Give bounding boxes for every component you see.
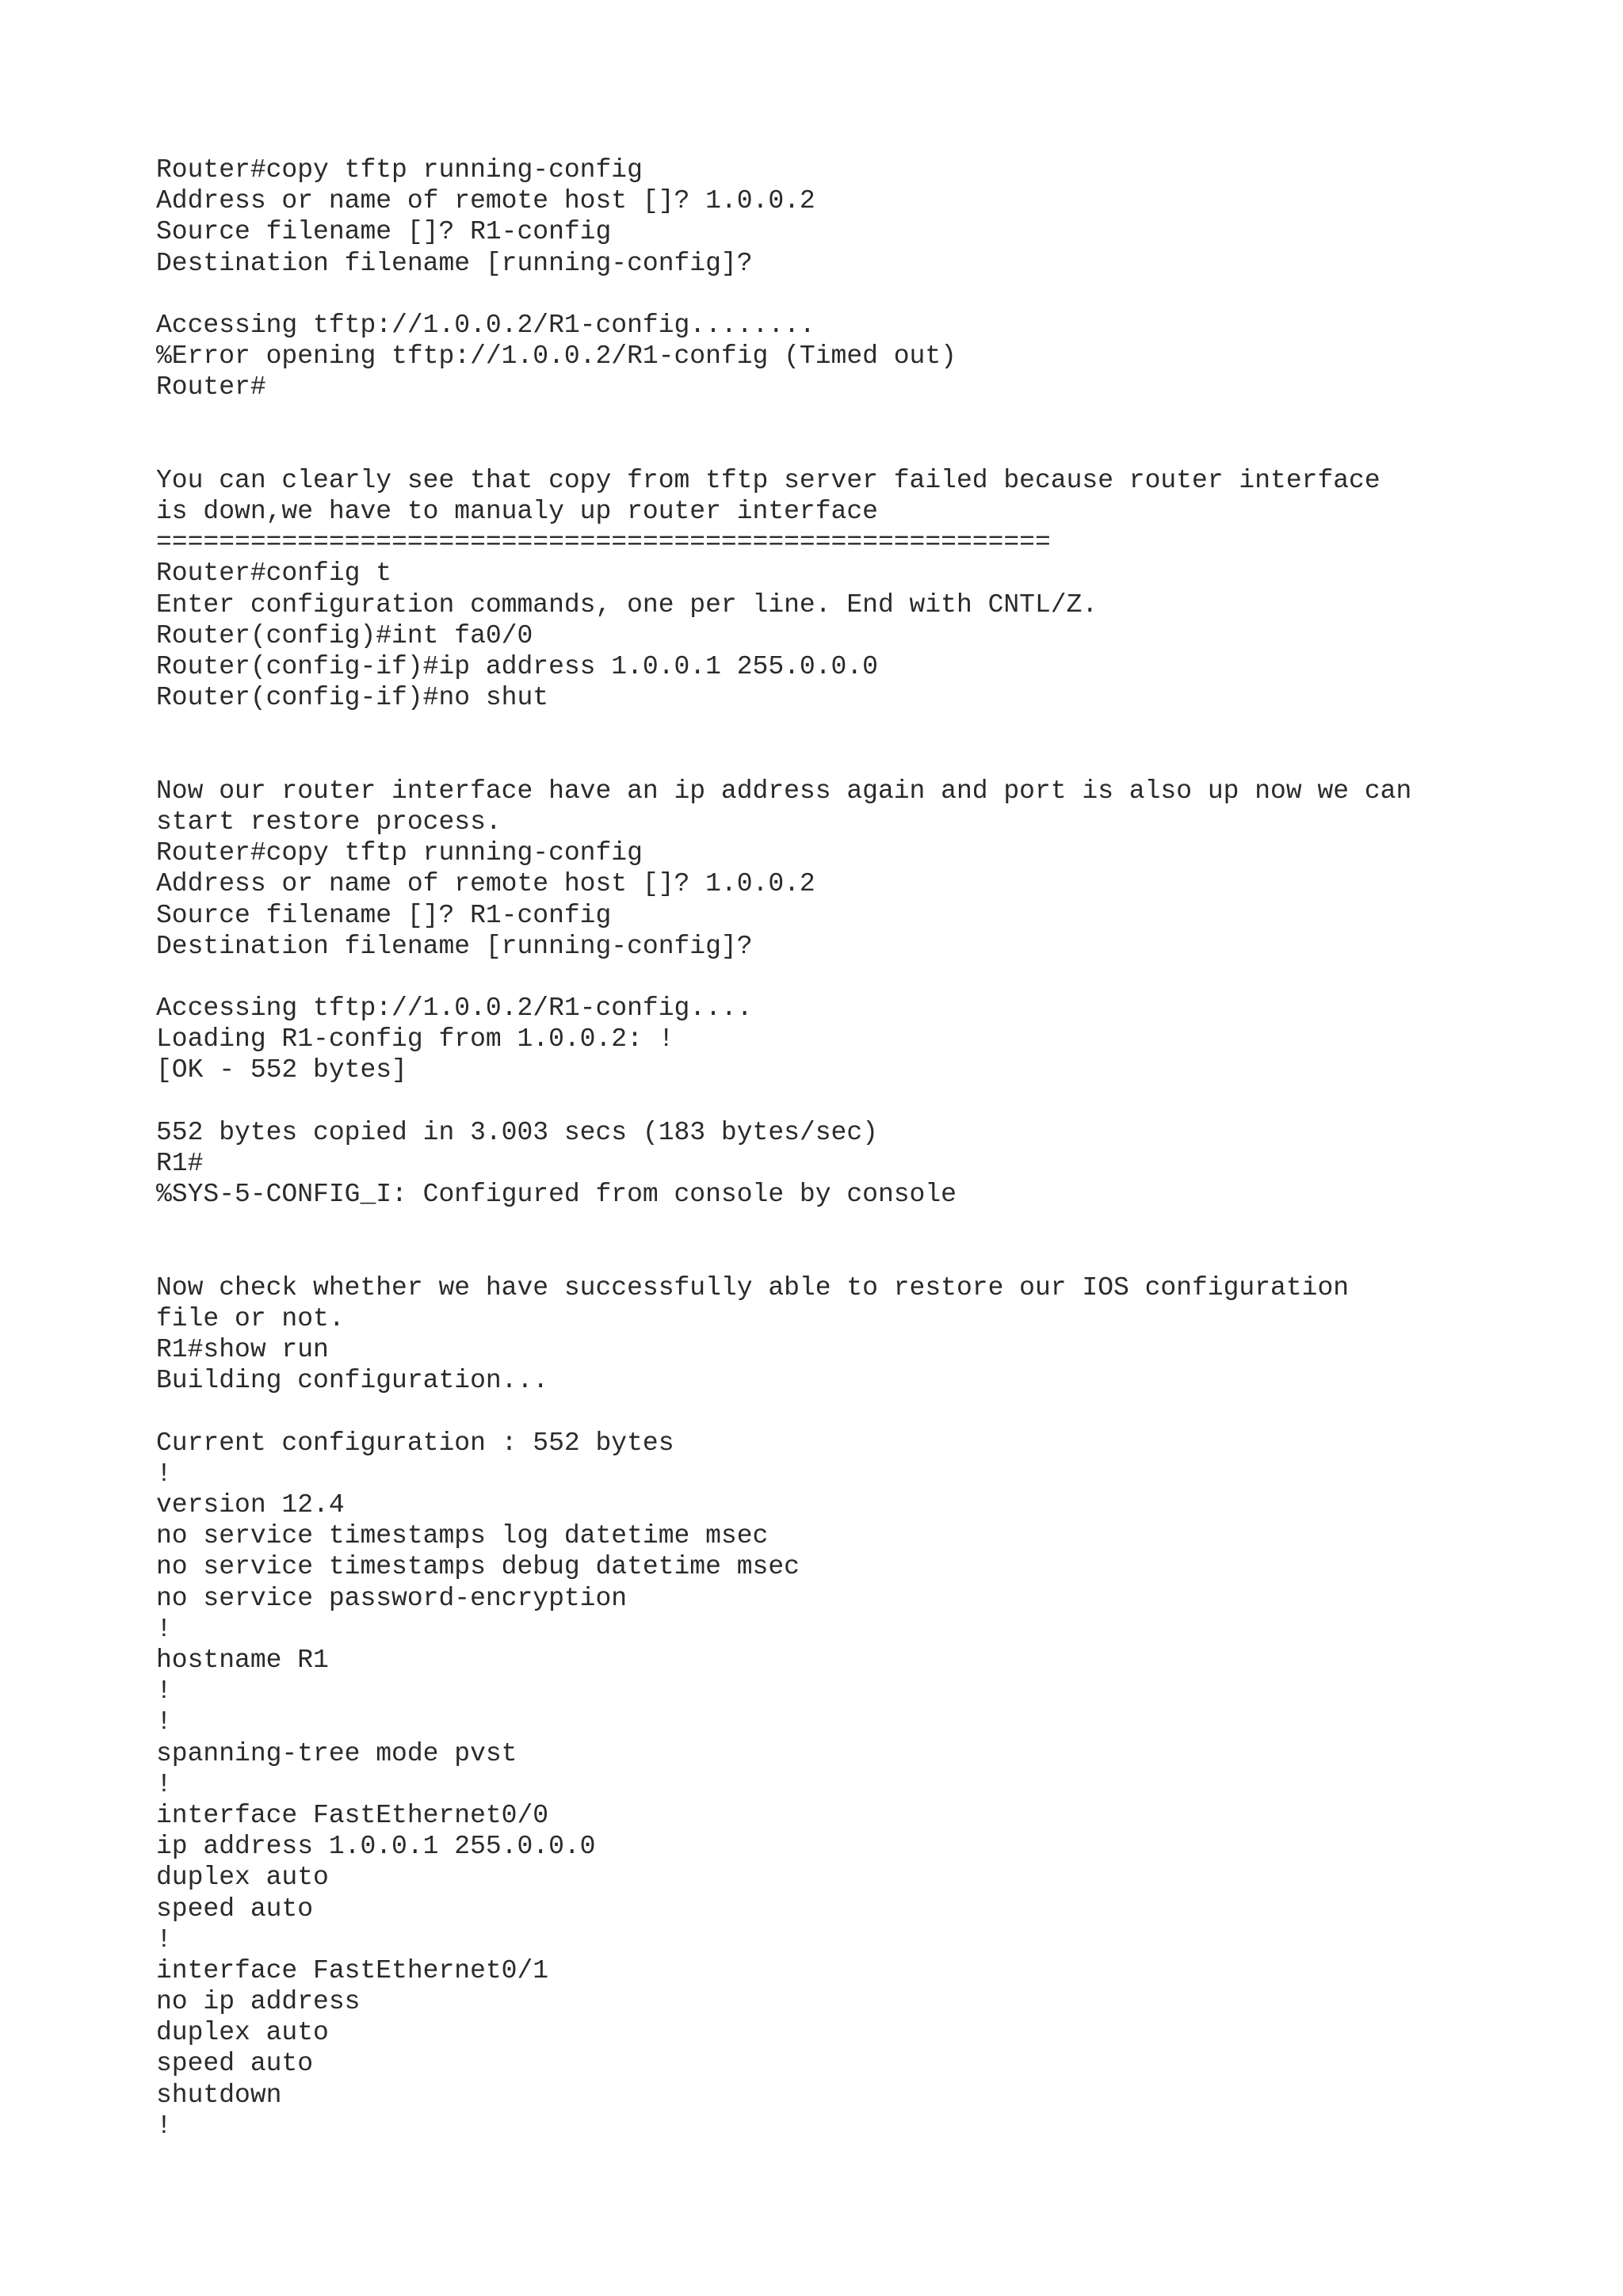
document-line: Destination filename [running-config]? (156, 931, 753, 961)
document-line: Address or name of remote host []? 1.0.0.2 (156, 869, 815, 899)
document-line: version 12.4 (156, 1490, 345, 1520)
document-line: no service password-encryption (156, 1583, 628, 1613)
document-line: no service timestamps debug datetime msec (156, 1552, 800, 1582)
document-line (156, 403, 1411, 434)
document-line: %SYS-5-CONFIG_I: Configured from console by console (156, 1180, 957, 1210)
document-line: speed auto (156, 1894, 314, 1924)
document-line: R1# (156, 1149, 204, 1178)
document-line: duplex auto (156, 2018, 329, 2048)
document-line: 552 bytes copied in 3.003 secs (183 bytes/sec) (156, 1117, 878, 1147)
document-line: %Error opening tftp://1.0.0.2/R1-config (Timed out) (156, 341, 957, 372)
document-line: file or not. (156, 1303, 345, 1333)
document-line (156, 962, 1411, 993)
document-line: Address or name of remote host []? 1.0.0.2 (156, 186, 815, 216)
document-line: Source filename []? R1-config (156, 217, 612, 247)
document-line: start restore process. (156, 807, 502, 837)
document-line: Now check whether we have successfully able to restore our IOS configuration (156, 1272, 1350, 1302)
document-line: Enter configuration commands, one per line. End with CNTL/Z. (156, 589, 1098, 620)
document-line: spanning-tree mode pvst (156, 1738, 517, 1768)
document-line: Router#config t (156, 559, 392, 589)
document-line (156, 1210, 1411, 1241)
document-line (156, 434, 1411, 465)
document-line: interface FastEthernet0/1 (156, 1955, 549, 1985)
document-line: Router(config-if)#ip address 1.0.0.1 255.0.0.0 (156, 652, 878, 681)
document-line: Router# (156, 372, 266, 402)
document-line (156, 713, 1411, 744)
document-line: interface FastEthernet0/0 (156, 1800, 549, 1830)
document-line: ========================================================= (156, 528, 1051, 558)
document-line: ! (156, 1459, 172, 1489)
document-line (156, 745, 1411, 776)
document-line: [OK - 552 bytes] (156, 1055, 407, 1085)
document-line: is down,we have to manualy up router interface (156, 497, 878, 527)
document-line: Destination filename [running-config]? (156, 248, 753, 278)
document-line: speed auto (156, 2049, 314, 2079)
document-line: duplex auto (156, 1863, 329, 1893)
document-line (156, 1397, 1411, 1428)
document-line: You can clearly see that copy from tftp server failed because router interface (156, 465, 1381, 495)
document-line: ip address 1.0.0.1 255.0.0.0 (156, 1832, 596, 1862)
document-line: no ip address (156, 1987, 361, 2017)
document-line: Loading R1-config from 1.0.0.2: ! (156, 1024, 674, 1055)
document-line: Accessing tftp://1.0.0.2/R1-config.... (156, 994, 753, 1024)
document-line: shutdown (156, 2080, 282, 2110)
document-line: Router#copy tftp running-config (156, 838, 643, 868)
document-line: Now our router interface have an ip address again and port is also up now we can (156, 776, 1412, 806)
document-line: Current configuration : 552 bytes (156, 1428, 674, 1458)
document-line: ! (156, 2111, 172, 2141)
document-line: R1#show run (156, 1335, 329, 1365)
document-line: Router(config-if)#no shut (156, 683, 549, 713)
document-line: ! (156, 1924, 172, 1955)
document-line: Router(config)#int fa0/0 (156, 620, 533, 650)
document-line: Router#copy tftp running-config (156, 155, 643, 185)
document-line: ! (156, 1769, 172, 1799)
document-line: ! (156, 1676, 172, 1707)
document-line: ! (156, 1707, 172, 1737)
document-line: no service timestamps log datetime msec (156, 1521, 769, 1551)
document-line: Building configuration... (156, 1366, 549, 1396)
document-line (156, 279, 1411, 310)
document-line: hostname R1 (156, 1646, 329, 1675)
document-line (156, 1086, 1411, 1117)
document-line (156, 1241, 1411, 1272)
document-line: Source filename []? R1-config (156, 900, 612, 930)
document-body-text (156, 154, 1411, 2142)
document-line: Accessing tftp://1.0.0.2/R1-config........ (156, 310, 815, 340)
document-line: ! (156, 1614, 172, 1644)
